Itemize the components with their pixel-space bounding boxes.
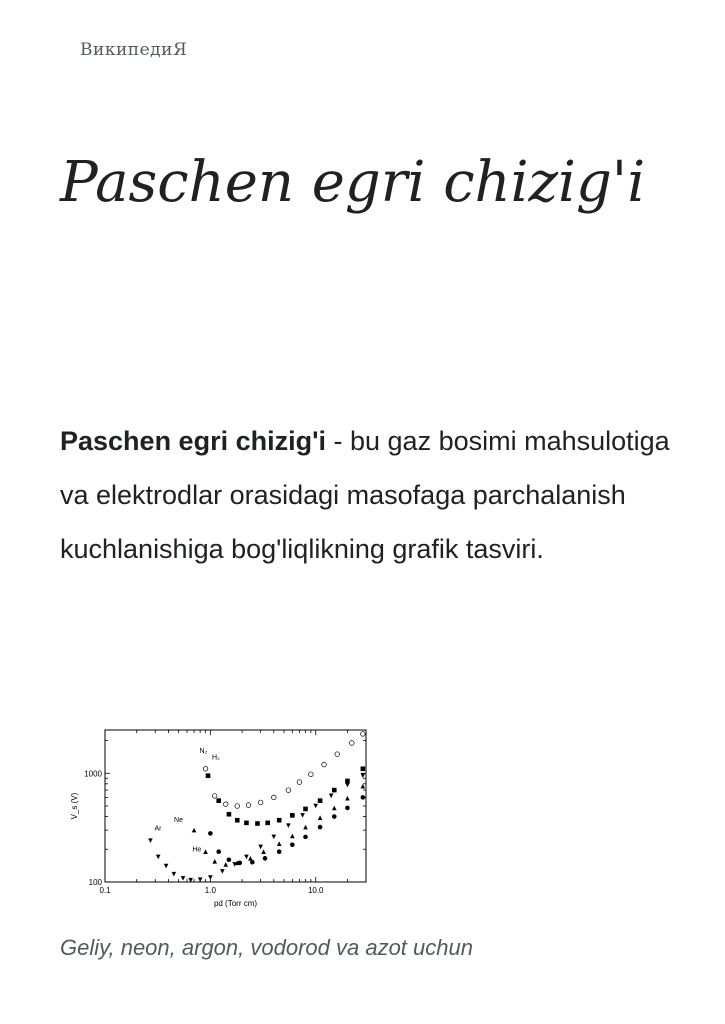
data-point [198,877,203,882]
data-point [244,821,249,826]
data-point [318,815,323,820]
data-point [286,788,291,793]
data-point [227,858,232,863]
data-point [277,841,282,846]
data-point [350,741,355,746]
chart-marks [148,732,365,883]
data-point [309,772,314,777]
series-n [203,732,365,809]
data-point [332,806,337,811]
data-point [300,813,305,818]
data-point [303,807,308,812]
data-point [246,803,251,808]
data-point [227,812,232,817]
data-point [235,804,240,809]
data-point [220,869,225,874]
data-point [258,800,263,805]
data-point [290,813,295,818]
data-point [303,835,308,840]
data-point [290,842,295,847]
data-point [250,860,255,865]
lead-paragraph [60,414,680,576]
data-point [286,823,291,828]
lead-text: - bu gaz bosimi mahsulotiga va elektrodlar orasidagi masofaga parchalanish kuchlanishiga bog'liqlikning grafik tasviri. [60,426,670,564]
page-title: Paschen egri chizig'i [60,150,646,215]
data-point [181,876,186,881]
data-point [329,794,334,799]
wikipedia-logo[interactable]: ВикипедиЯ [80,40,188,60]
data-point [208,875,213,880]
series-h [206,766,365,825]
x-tick-label: 1.0 [204,886,216,895]
series-he [208,795,365,865]
data-point [223,802,228,807]
y-axis-label: V_s (V) [70,792,79,820]
data-point [335,752,340,757]
data-point [212,859,217,864]
chart-labels [70,748,324,908]
data-point [322,762,327,767]
data-point [244,855,249,860]
data-point [345,779,350,784]
data-point [361,766,366,771]
data-point [258,845,263,850]
data-point [318,825,323,830]
data-point [255,821,260,826]
series-label: Ne [174,817,183,825]
paschen-figure[interactable] [60,722,380,912]
x-axis-label: pd (Torr cm) [213,899,258,908]
data-point [148,838,153,843]
data-point [223,862,228,867]
data-point [361,732,366,737]
data-point [361,784,366,789]
data-point [203,766,208,771]
data-point [212,794,217,799]
data-point [271,795,276,800]
data-point [192,828,197,833]
series-label: He [192,846,202,854]
figure-caption: Geliy, neon, argon, vodorod va azot uchun [60,935,473,960]
data-point [345,796,350,801]
data-point [318,798,323,803]
data-point [235,818,240,823]
lead-term: Paschen egri chizig'i [60,426,327,456]
data-point [261,849,266,854]
data-point [332,788,337,793]
data-point [164,864,169,869]
data-point [203,849,208,854]
paschen-chart [60,722,380,912]
data-point [216,798,221,803]
x-tick-label: 10.0 [307,886,324,895]
data-point [172,872,177,877]
data-point [206,773,211,778]
data-point [332,814,337,819]
data-point [265,821,270,826]
series-label: Ar [154,825,162,833]
data-point [263,856,268,861]
data-point [216,849,221,854]
data-point [303,825,308,830]
y-tick-label: 100 [88,878,102,887]
data-point [361,773,366,778]
data-point [313,804,318,809]
data-point [290,834,295,839]
data-point [208,831,213,836]
data-point [277,818,282,823]
data-point [277,849,282,854]
x-tick-label: 0.1 [99,886,111,895]
data-point [361,795,366,800]
series-label: H₂ [212,754,220,762]
data-point [271,835,276,840]
series-ne [192,784,365,867]
data-point [297,780,302,785]
data-point [237,861,242,866]
y-tick-label: 1000 [84,769,102,779]
series-label: N₂ [199,747,208,755]
data-point [345,806,350,811]
data-point [345,783,350,788]
data-point [156,855,161,860]
